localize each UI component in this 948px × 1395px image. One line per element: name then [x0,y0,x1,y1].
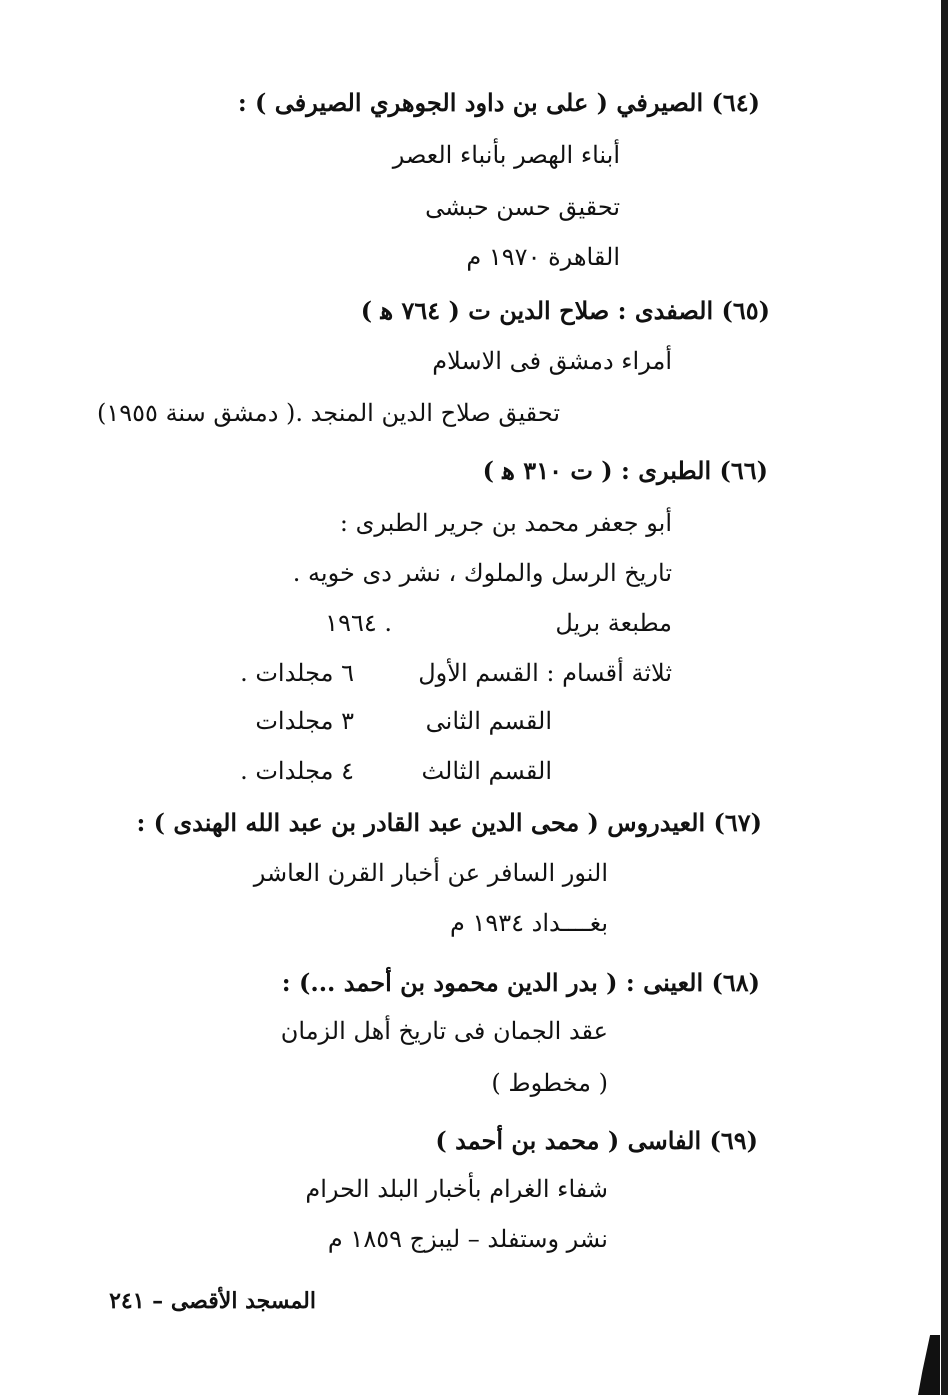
entry-66-press-year: ١٩٦٤ . [325,609,392,637]
entry-66-part-2-volumes: ٣ مجلدات [255,707,354,735]
entry-66-press: مطبعة بريل [555,609,672,637]
entry-64-editor: تحقيق حسن حبشى [425,193,620,221]
entry-66-title: تاريخ الرسل والملوك ، نشر دى خويه . [292,559,672,587]
entry-68-title: عقد الجمان فى تاريخ أهل الزمان [280,1017,608,1045]
entry-67-heading: (٦٧) العيدروس ( محى الدين عبد القادر بن عبد الله الهندى ) : [136,808,762,837]
entry-69-heading: (٦٩) الفاسى ( محمد بن أحمد ) [435,1126,758,1155]
entry-68-note: ( مخطوط ) [491,1069,608,1097]
entry-66-part-1-volumes: ٦ مجلدات . [240,659,354,687]
entry-66-part-3-label: القسم الثالث [421,757,552,785]
entry-64-heading: (٦٤) الصيرفي ( على بن داود الجوهري الصيرفى ) : [237,88,760,117]
entry-65-editor: تحقيق صلاح الدين المنجد .( دمشق سنة ١٩٥٥) [97,399,560,427]
entry-64-publication: القاهرة ١٩٧٠ م [466,243,620,271]
page-footer: المسجد الأقصى – ٢٤١ [109,1288,316,1314]
entry-65-heading: (٦٥) الصفدى : صلاح الدين ت ( ٧٦٤ ﻫ ) [360,296,770,325]
entry-65-title: أمراء دمشق فى الاسلام [432,347,672,375]
entry-67-title: النور السافر عن أخبار القرن العاشر [253,859,608,887]
scan-corner-mark [918,1335,940,1395]
entry-68-heading: (٦٨) العينى : ( بدر الدين محمود بن أحمد ...) : [281,968,760,997]
entry-69-publication: نشر وستفلد – ليبزج ١٨٥٩ م [327,1225,608,1253]
entry-66-part-2-label: القسم الثانى [425,707,552,735]
entry-67-publication: بغــــداد ١٩٣٤ م [449,909,608,937]
entry-69-title: شفاء الغرام بأخبار البلد الحرام [305,1175,608,1203]
scan-edge-shadow [941,0,948,1395]
entry-66-heading: (٦٦) الطبرى : ( ت ٣١٠ ﻫ ) [482,456,768,485]
entry-66-part-1-label: ثلاثة أقسام : القسم الأول [418,659,672,687]
entry-66-author: أبو جعفر محمد بن جرير الطبرى : [339,509,672,537]
entry-66-part-3-volumes: ٤ مجلدات . [240,757,354,785]
entry-64-title: أبناء الهصر بأنباء العصر [392,141,620,169]
